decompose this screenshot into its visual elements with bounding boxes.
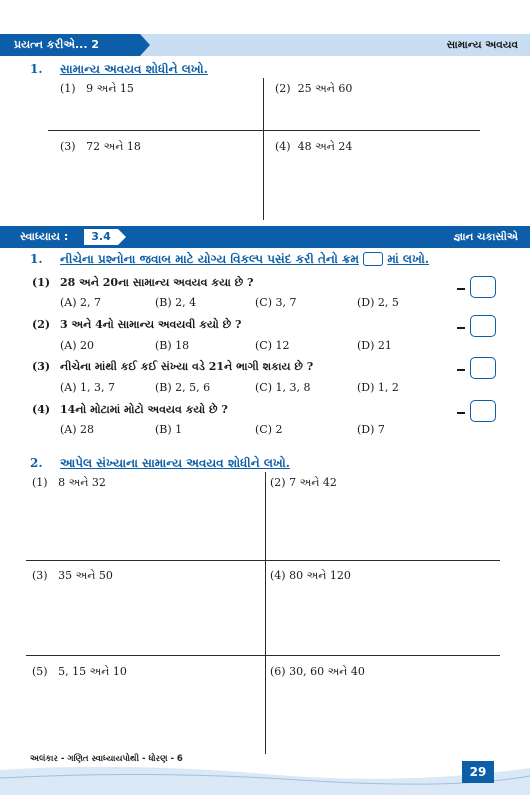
- q2-item-4: (4) 80 અને 120: [270, 569, 351, 582]
- mcq-3-number: (3): [32, 360, 51, 373]
- mcq-3-option-c: (C) 1, 3, 8: [255, 381, 311, 394]
- q2-grid-divider-vertical: [265, 472, 266, 754]
- mcq-4-option-b: (B) 1: [155, 423, 183, 436]
- q2-number: 2.: [30, 456, 43, 470]
- mcq-1-option-b: (B) 2, 4: [155, 296, 197, 309]
- mcq-3-answer-box[interactable]: [470, 357, 496, 379]
- q2-text: આપેલ સંખ્યાના સામાન્ય અવયવ શોધીને લખો.: [60, 456, 290, 470]
- mcq-2-text: 3 અને 4નો સામાન્ય અવયવી કયો છે ?: [60, 318, 242, 331]
- topic-title: સામાન્ય અવયવ: [447, 34, 530, 56]
- mcq-1-option-c: (C) 3, 7: [255, 296, 297, 309]
- instruction-answer-box: [363, 252, 383, 266]
- mcq-4-text: 14નો મોટામાં મોટો અવયવ કયો છે ?: [60, 403, 228, 416]
- mcq-1-option-a: (A) 2, 7: [60, 296, 102, 309]
- practice-item-2: (2) 25 અને 60: [275, 82, 353, 95]
- mcq-1-dash: [457, 288, 465, 290]
- mcq-1-number: (1): [32, 276, 51, 289]
- banner-chevron-icon: [140, 34, 150, 56]
- footer-wave-decoration: [0, 760, 530, 795]
- mcq-4-option-c: (C) 2: [255, 423, 283, 436]
- exercise-banner: [0, 226, 530, 248]
- mcq-question-number: 1.: [30, 252, 43, 266]
- mcq-4-answer-box[interactable]: [470, 400, 496, 422]
- mcq-2-answer-box[interactable]: [470, 315, 496, 337]
- page-number: 29: [462, 761, 494, 783]
- practice-grid-divider-horizontal: [48, 130, 480, 131]
- mcq-2-option-d: (D) 21: [357, 339, 392, 352]
- mcq-1-option-d: (D) 2, 5: [357, 296, 399, 309]
- practice-question-text: સામાન્ય અવયવ શોધીને લખો.: [60, 62, 208, 76]
- mcq-1-text: 28 અને 20ના સામાન્ય અવયવ કયા છે ?: [60, 276, 254, 289]
- q2-item-3: (3) 35 અને 50: [32, 569, 113, 582]
- mcq-3-option-b: (B) 2, 5, 6: [155, 381, 211, 394]
- mcq-3-option-a: (A) 1, 3, 7: [60, 381, 116, 394]
- exercise-banner-label: સ્વાધ્યાય :: [0, 226, 92, 248]
- mcq-4-option-d: (D) 7: [357, 423, 385, 436]
- q2-item-5: (5) 5, 15 અને 10: [32, 665, 127, 678]
- mcq-2-dash: [457, 327, 465, 329]
- q2-item-6: (6) 30, 60 અને 40: [270, 665, 365, 678]
- mcq-1-answer-box[interactable]: [470, 276, 496, 298]
- practice-item-3: (3) 72 અને 18: [60, 140, 141, 153]
- mcq-2-option-c: (C) 12: [255, 339, 290, 352]
- practice-grid-divider-vertical: [263, 78, 264, 220]
- footer-book-title: અલંકાર - ગણિત સ્વાધ્યાયપોથી - ધોરણ - 6: [30, 754, 183, 764]
- mcq-2-option-b: (B) 18: [155, 339, 190, 352]
- mcq-instruction: નીચેના પ્રશ્નોના જવાબ માટે યોગ્ય વિકલ્પ પસંદ કરી તેનો ક્રમ માં લખો.: [60, 252, 430, 266]
- exercise-number-badge: 3.4: [84, 229, 118, 245]
- mcq-2-option-a: (A) 20: [60, 339, 95, 352]
- knowledge-check-title: જ્ઞાન ચકાસીએ: [435, 226, 530, 248]
- mcq-3-option-d: (D) 1, 2: [357, 381, 399, 394]
- q2-grid-divider-horizontal-2: [26, 655, 500, 656]
- practice-question-number: 1.: [30, 62, 43, 76]
- q2-item-2: (2) 7 અને 42: [270, 476, 337, 489]
- practice-item-1: (1) 9 અને 15: [60, 82, 134, 95]
- mcq-3-text: નીચેના માંથી કઈ કઈ સંખ્યા વડે 21ને ભાગી શકાય છે ?: [60, 360, 314, 373]
- mcq-4-option-a: (A) 28: [60, 423, 95, 436]
- mcq-2-number: (2): [32, 318, 51, 331]
- mcq-3-dash: [457, 369, 465, 371]
- top-section-banner: [0, 34, 530, 56]
- practice-banner-label: પ્રયત્ન કરીએ... 2: [0, 34, 140, 56]
- badge-chevron-icon: [118, 229, 126, 245]
- q2-grid-divider-horizontal-1: [26, 560, 500, 561]
- mcq-4-dash: [457, 412, 465, 414]
- practice-item-4: (4) 48 અને 24: [275, 140, 353, 153]
- q2-item-1: (1) 8 અને 32: [32, 476, 106, 489]
- mcq-4-number: (4): [32, 403, 51, 416]
